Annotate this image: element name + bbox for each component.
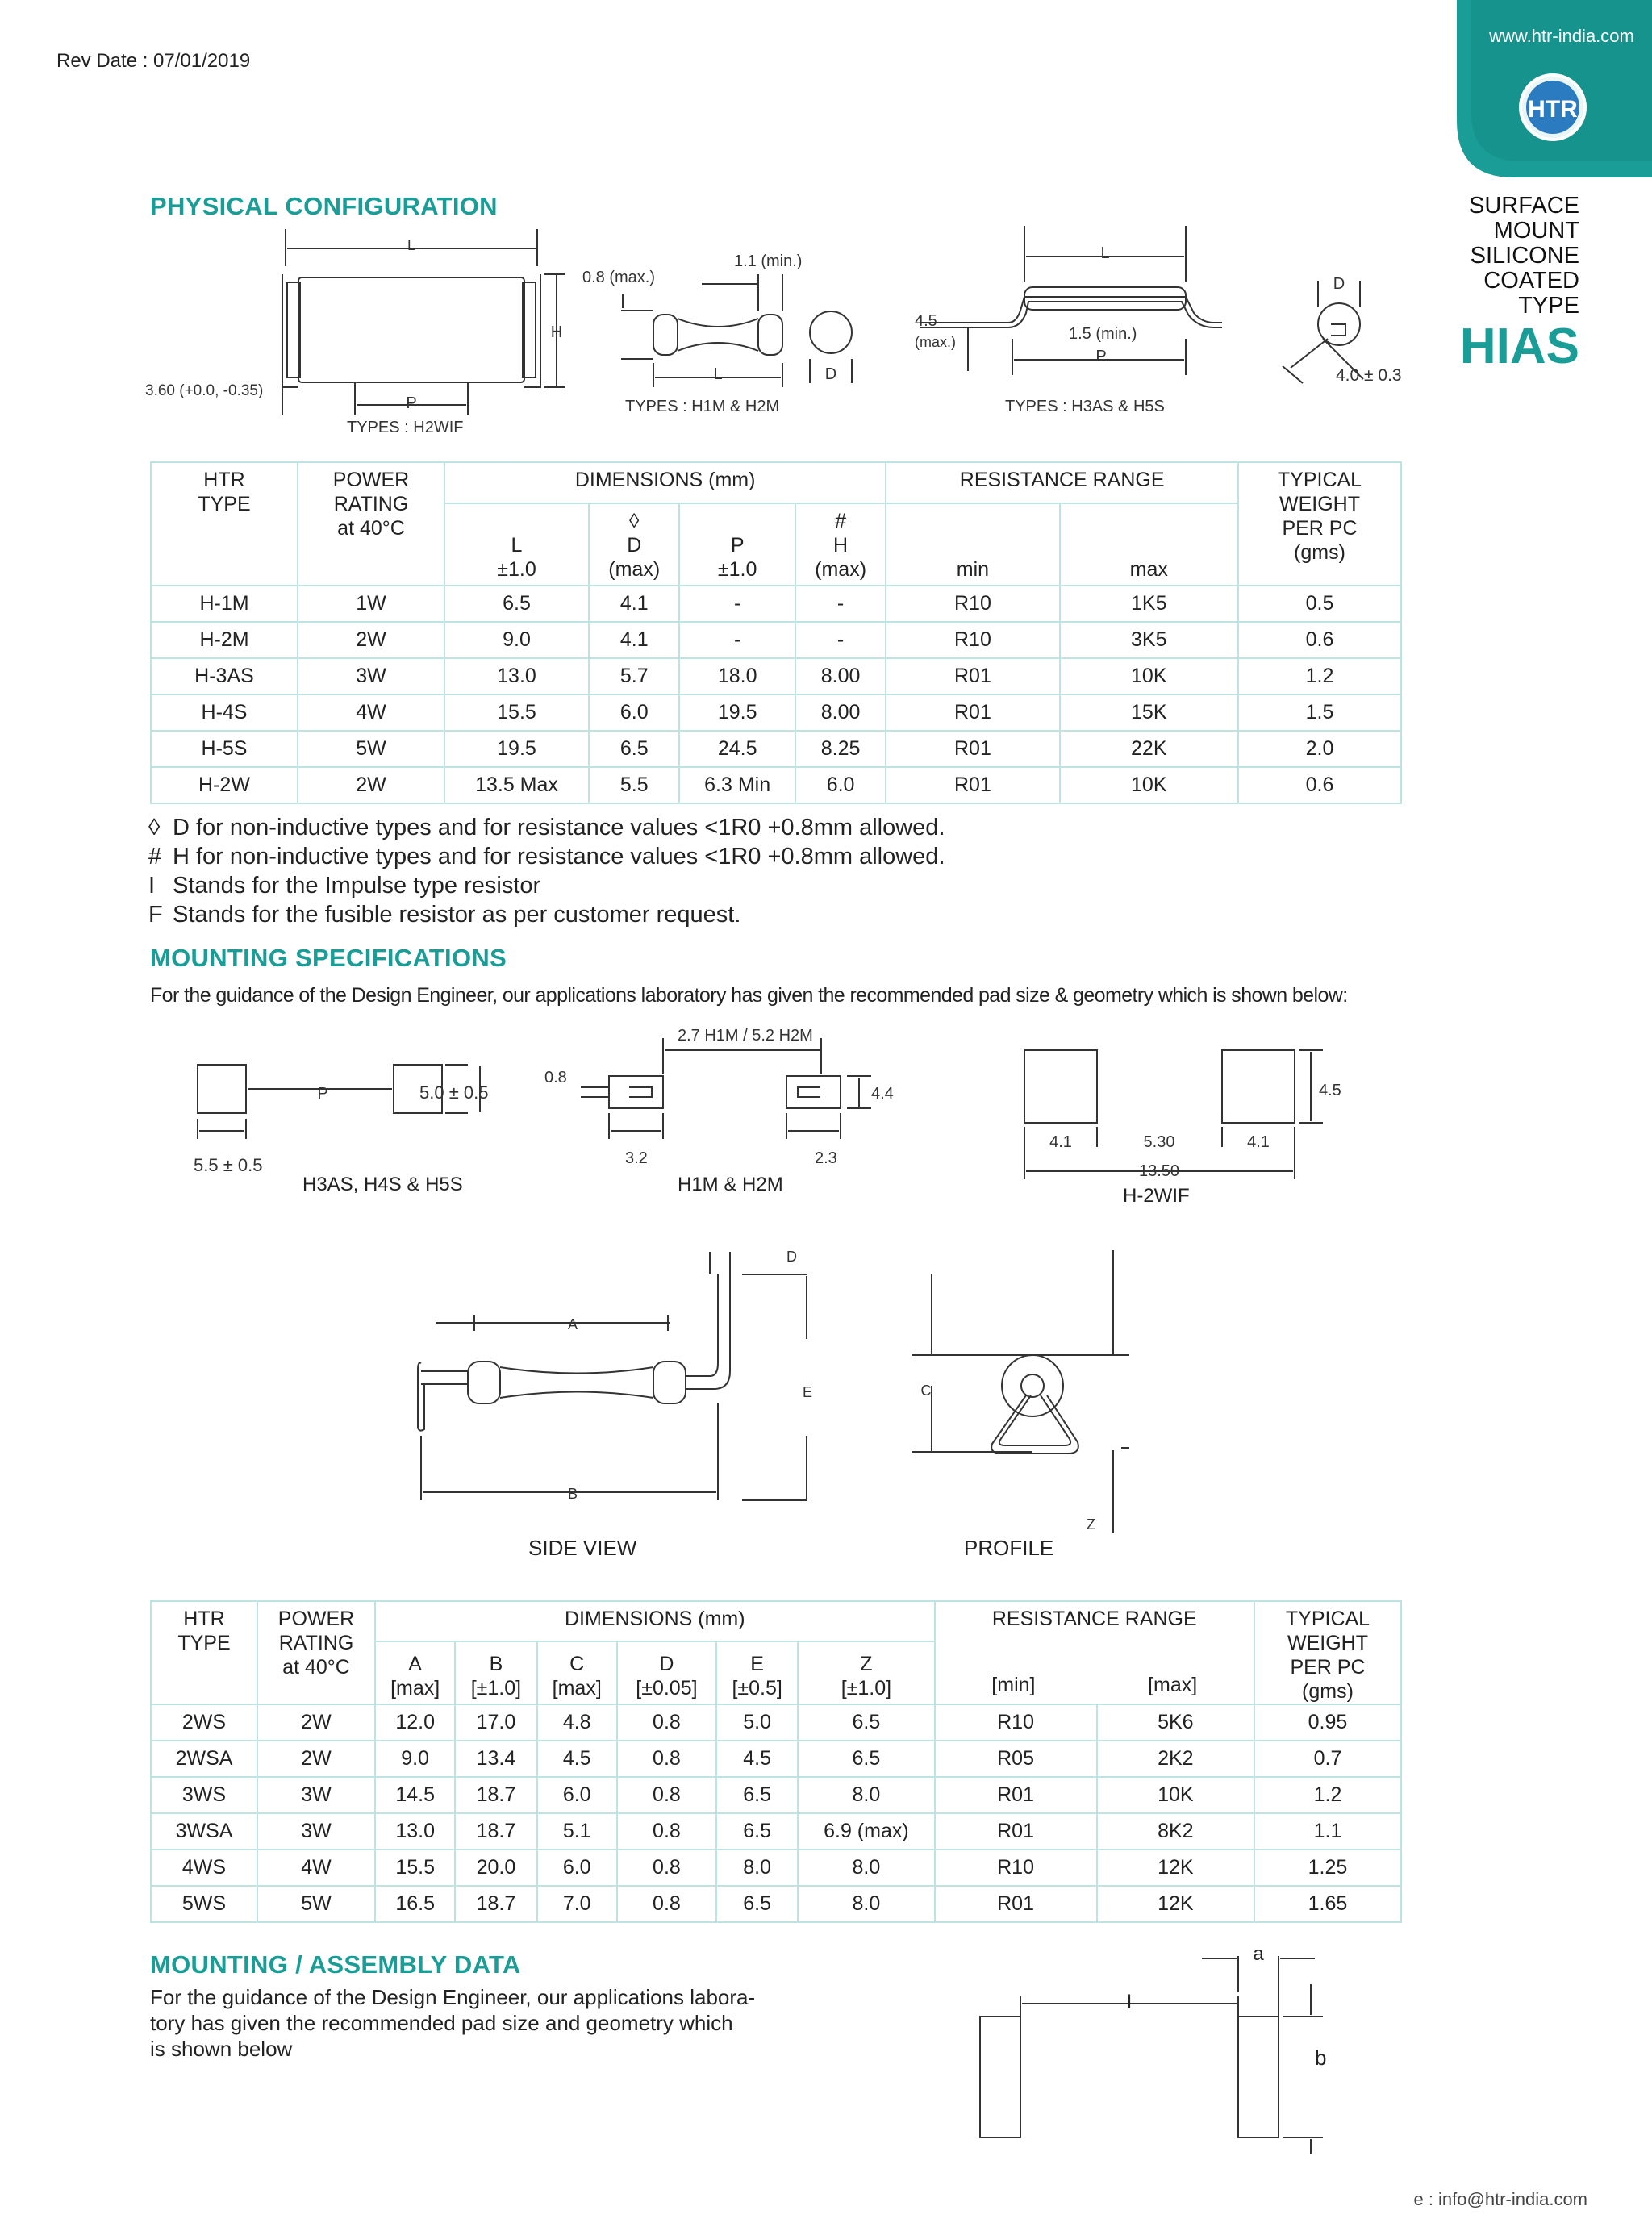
table-cell: 16.5 (375, 1886, 455, 1922)
table-cell: 4.1 (589, 622, 679, 658)
table-cell: 13.0 (444, 658, 589, 694)
table-cell: 3W (257, 1777, 375, 1813)
svg-text:5.5 ± 0.5: 5.5 ± 0.5 (194, 1155, 263, 1175)
note-line: I Stands for the Impulse type resistor (148, 873, 541, 899)
table-cell: R01 (935, 1886, 1097, 1922)
col-header: D [±0.05] (617, 1641, 716, 1704)
sidebar-line: SURFACE (1469, 193, 1579, 219)
col-header: A [max] (375, 1641, 455, 1704)
col-header: POWER RATING at 40°C (257, 1601, 375, 1704)
col-header: min (886, 503, 1059, 586)
svg-text:L: L (1100, 244, 1110, 262)
svg-text:5.30: 5.30 (1143, 1133, 1175, 1151)
table-cell: R10 (935, 1704, 1097, 1741)
table-cell: 6.5 (716, 1886, 798, 1922)
physical-config-heading: PHYSICAL CONFIGURATION (150, 192, 498, 220)
table-cell: 10K (1060, 658, 1238, 694)
svg-text:TYPES : H1M & H2M: TYPES : H1M & H2M (625, 398, 780, 415)
svg-text:4.1: 4.1 (1247, 1133, 1270, 1151)
svg-text:H-2WIF: H-2WIF (1123, 1185, 1190, 1207)
table-row (151, 1886, 1401, 1922)
assembly-heading: MOUNTING / ASSEMBLY DATA (150, 1950, 521, 1979)
table-cell: 6.5 (444, 586, 589, 622)
svg-text:13.50: 13.50 (1138, 1162, 1180, 1180)
table-cell: 6.9 (max) (798, 1813, 934, 1850)
side-view-profile-figures (371, 1242, 1178, 1565)
col-header: HTR TYPE (151, 1601, 257, 1704)
col-header: max (1060, 503, 1238, 586)
table-cell: 1.65 (1254, 1886, 1401, 1922)
table-cell: 3W (257, 1813, 375, 1850)
svg-text:E: E (803, 1384, 813, 1400)
col-header: B [±1.0] (455, 1641, 536, 1704)
table-cell: 0.7 (1254, 1741, 1401, 1777)
note-line: F Stands for the fusible resistor as per customer request. (148, 902, 741, 928)
table-row (151, 1813, 1401, 1850)
table-cell: 18.7 (455, 1813, 536, 1850)
table-cell: 1W (298, 586, 444, 622)
product-sidebar (1460, 194, 1579, 375)
col-header: HTR TYPE (151, 462, 298, 586)
table-cell: 6.3 Min (679, 767, 795, 803)
sidebar-line: SILICONE (1470, 243, 1579, 269)
col-header-res: RESISTANCE RANGE (886, 462, 1238, 503)
table-cell: 8.0 (798, 1886, 934, 1922)
table-cell: 15.5 (444, 694, 589, 731)
rev-date: Rev Date : 07/01/2019 (56, 50, 251, 72)
table-cell: R10 (886, 622, 1059, 658)
svg-text:3.2: 3.2 (625, 1149, 648, 1167)
table-cell: 5W (298, 731, 444, 767)
table-cell: 18.0 (679, 658, 795, 694)
table-cell: 0.8 (617, 1741, 716, 1777)
table-cell: 8K2 (1097, 1813, 1254, 1850)
table-cell: 2W (257, 1741, 375, 1777)
table-cell: H-4S (151, 694, 298, 731)
sidebar-line: TYPE (1518, 293, 1579, 319)
svg-text:3.60 (+0.0, -0.35): 3.60 (+0.0, -0.35) (145, 382, 264, 399)
website: www.htr-india.com (1489, 26, 1634, 46)
table-cell: 0.95 (1254, 1704, 1401, 1741)
note-line: # H for non-inductive types and for resistance values <1R0 +0.8mm allowed. (148, 844, 945, 870)
svg-text:P: P (1095, 348, 1107, 365)
table-cell: 10K (1060, 767, 1238, 803)
svg-text:4.5: 4.5 (915, 312, 937, 330)
table-cell: 4.5 (537, 1741, 617, 1777)
table-cell: 13.4 (455, 1741, 536, 1777)
svg-text:Z: Z (1087, 1516, 1095, 1533)
svg-text:TYPES : H2WIF: TYPES : H2WIF (347, 419, 464, 436)
table-cell: 2W (257, 1704, 375, 1741)
svg-text:a: a (1253, 1943, 1264, 1965)
table-cell: 6.0 (537, 1850, 617, 1886)
table-row (151, 1777, 1401, 1813)
svg-text:0.8: 0.8 (544, 1069, 567, 1086)
table-cell: 12K (1097, 1886, 1254, 1922)
table-cell: 2K2 (1097, 1741, 1254, 1777)
svg-text:A: A (567, 1316, 578, 1333)
col-header: TYPICAL WEIGHT PER PC (gms) (1254, 1601, 1401, 1704)
svg-text:D: D (786, 1249, 797, 1265)
table-cell: 12.0 (375, 1704, 455, 1741)
col-header: Z [±1.0] (798, 1641, 934, 1704)
svg-text:B: B (567, 1486, 578, 1502)
table-cell: 1.5 (1238, 694, 1401, 731)
table-cell: 2W (298, 767, 444, 803)
product-title: HIAS (1459, 319, 1579, 374)
table-cell: 0.8 (617, 1886, 716, 1922)
table-cell: 13.5 Max (444, 767, 589, 803)
table-cell: 4.1 (589, 586, 679, 622)
table-cell: 8.00 (795, 694, 886, 731)
table-cell: R05 (935, 1741, 1097, 1777)
table-cell: 0.8 (617, 1850, 716, 1886)
table-cell: 1.1 (1254, 1813, 1401, 1850)
table-cell: 20.0 (455, 1850, 536, 1886)
assembly-text: For the guidance of the Design Engineer, our applications labora- tory has given the recommended pad size and geometry which is shown below (150, 1985, 756, 2061)
table-cell: 6.5 (798, 1741, 934, 1777)
col-header-dims: DIMENSIONS (mm) (375, 1601, 935, 1641)
col-header-dims: DIMENSIONS (mm) (444, 462, 886, 503)
table-cell: 7.0 (537, 1886, 617, 1922)
table-cell: 5.0 (716, 1704, 798, 1741)
table-cell: - (679, 586, 795, 622)
svg-text:PROFILE: PROFILE (964, 1536, 1054, 1560)
table-cell: 19.5 (444, 731, 589, 767)
table-cell: 5W (257, 1886, 375, 1922)
table-cell: 2WSA (151, 1741, 257, 1777)
col-header: ◊ D (max) (589, 503, 679, 586)
table-cell: 6.0 (537, 1777, 617, 1813)
table-row (151, 1850, 1401, 1886)
table-cell: 15.5 (375, 1850, 455, 1886)
table-cell: 0.8 (617, 1704, 716, 1741)
table-row (151, 586, 1401, 622)
svg-text:1.5 (min.): 1.5 (min.) (1069, 325, 1137, 343)
table-cell: 13.0 (375, 1813, 455, 1850)
svg-text:SIDE VIEW: SIDE VIEW (528, 1536, 637, 1560)
col-header: # H (max) (795, 503, 886, 586)
svg-text:4.5: 4.5 (1319, 1082, 1341, 1099)
table-cell: 1.2 (1238, 658, 1401, 694)
table-cell: 8.00 (795, 658, 886, 694)
svg-text:1.1 (min.): 1.1 (min.) (734, 252, 803, 270)
svg-text:2.7 H1M / 5.2 H2M: 2.7 H1M / 5.2 H2M (678, 1027, 813, 1045)
svg-text:TYPES : H3AS & H5S: TYPES : H3AS & H5S (1005, 398, 1165, 415)
table-cell: 6.5 (798, 1704, 934, 1741)
sidebar-line: MOUNT (1493, 218, 1579, 244)
table-cell: H-5S (151, 731, 298, 767)
svg-text:P: P (317, 1085, 328, 1103)
table-cell: 3WS (151, 1777, 257, 1813)
svg-text:(max.): (max.) (915, 334, 956, 350)
table-cell: 8.0 (798, 1850, 934, 1886)
pad-geometry-figures (161, 1018, 1371, 1228)
svg-text:C: C (920, 1383, 932, 1399)
table-cell: R01 (886, 658, 1059, 694)
table-cell: 3WSA (151, 1813, 257, 1850)
table-cell: R01 (886, 767, 1059, 803)
svg-text:D: D (824, 365, 837, 383)
table-cell: 5WS (151, 1886, 257, 1922)
table-cell: 4W (257, 1850, 375, 1886)
table-cell: R10 (935, 1850, 1097, 1886)
table-cell: 5K6 (1097, 1704, 1254, 1741)
col-header: POWER RATING at 40°C (298, 462, 444, 586)
table-cell: 15K (1060, 694, 1238, 731)
table-cell: 17.0 (455, 1704, 536, 1741)
col-header: P ±1.0 (679, 503, 795, 586)
table-cell: 10K (1097, 1777, 1254, 1813)
table-cell: 6.0 (795, 767, 886, 803)
svg-text:5.0 ± 0.5: 5.0 ± 0.5 (419, 1082, 489, 1103)
table-cell: 0.8 (617, 1813, 716, 1850)
table-cell: 18.7 (455, 1777, 536, 1813)
table-row (151, 767, 1401, 803)
table-cell: H-3AS (151, 658, 298, 694)
table-cell: 8.25 (795, 731, 886, 767)
physical-config-figures (137, 218, 1428, 444)
table-cell: R01 (886, 694, 1059, 731)
table-cell: 0.8 (617, 1777, 716, 1813)
table-cell: H-1M (151, 586, 298, 622)
svg-text:L: L (407, 237, 416, 253)
table-cell: - (795, 586, 886, 622)
table-cell: 12K (1097, 1850, 1254, 1886)
table-cell: 24.5 (679, 731, 795, 767)
svg-text:b: b (1315, 2046, 1327, 2070)
logo-corner (1457, 0, 1652, 177)
table-cell: 0.6 (1238, 622, 1401, 658)
svg-text:H1M & H2M: H1M & H2M (678, 1174, 783, 1195)
sidebar-line: COATED (1483, 268, 1579, 294)
table-row (151, 1704, 1401, 1741)
dimensions-table (150, 1600, 1402, 1923)
table-cell: 6.0 (589, 694, 679, 731)
mounting-intro: For the guidance of the Design Engineer, our applications laboratory has given the recommended pad size & geometry which is shown below: (150, 984, 1348, 1007)
table-row (151, 1741, 1401, 1777)
svg-text:L: L (713, 365, 723, 383)
svg-text:P: P (406, 394, 417, 412)
logo-text: HTR (1528, 96, 1578, 123)
mounting-spec-heading: MOUNTING SPECIFICATIONS (150, 944, 507, 972)
table-cell: 22K (1060, 731, 1238, 767)
col-header: E [±0.5] (716, 1641, 798, 1704)
table-cell: 19.5 (679, 694, 795, 731)
table-cell: 18.7 (455, 1886, 536, 1922)
table-row (151, 694, 1401, 731)
table-cell: - (795, 622, 886, 658)
svg-text:4.4: 4.4 (871, 1085, 894, 1103)
table-cell: 6.5 (589, 731, 679, 767)
col-header: L ±1.0 (444, 503, 589, 586)
svg-text:4.0 ± 0.3: 4.0 ± 0.3 (1336, 366, 1402, 385)
table-cell: 9.0 (375, 1741, 455, 1777)
table-cell: 2WS (151, 1704, 257, 1741)
table-cell: 1K5 (1060, 586, 1238, 622)
table-cell: R10 (886, 586, 1059, 622)
table-row (151, 622, 1401, 658)
table-cell: 8.0 (798, 1777, 934, 1813)
col-header: TYPICAL WEIGHT PER PC (gms) (1238, 462, 1401, 586)
table-cell: R01 (935, 1777, 1097, 1813)
svg-text:0.8 (max.): 0.8 (max.) (582, 269, 656, 286)
table-cell: 4.8 (537, 1704, 617, 1741)
table-cell: 5.1 (537, 1813, 617, 1850)
col-header-res: RESISTANCE RANGE [min] [max] (935, 1601, 1254, 1704)
table-cell: 6.5 (716, 1813, 798, 1850)
table-cell: 14.5 (375, 1777, 455, 1813)
table-cell: 2W (298, 622, 444, 658)
table-row (151, 731, 1401, 767)
table-cell: 1.25 (1254, 1850, 1401, 1886)
svg-text:4.1: 4.1 (1049, 1133, 1072, 1151)
svg-text:D: D (1333, 275, 1345, 293)
table-cell: 2.0 (1238, 731, 1401, 767)
table-row (151, 658, 1401, 694)
table-cell: R01 (935, 1813, 1097, 1850)
table-cell: H-2M (151, 622, 298, 658)
svg-text:2.3: 2.3 (815, 1149, 837, 1167)
table-cell: - (679, 622, 795, 658)
table-cell: 3W (298, 658, 444, 694)
table-cell: 5.7 (589, 658, 679, 694)
table-cell: 1.2 (1254, 1777, 1401, 1813)
table-cell: R01 (886, 731, 1059, 767)
table-cell: 0.5 (1238, 586, 1401, 622)
physical-spec-table (150, 461, 1402, 804)
table-cell: 4W (298, 694, 444, 731)
table-cell: 3K5 (1060, 622, 1238, 658)
assembly-pad-figure (968, 1936, 1436, 2154)
svg-text:H: H (550, 323, 563, 341)
table-cell: 4.5 (716, 1741, 798, 1777)
table-cell: 4WS (151, 1850, 257, 1886)
table-cell: 0.6 (1238, 767, 1401, 803)
col-header: C [max] (537, 1641, 617, 1704)
footer-email: e : info@htr-india.com (1413, 2189, 1587, 2209)
svg-text:H3AS, H4S & H5S: H3AS, H4S & H5S (302, 1174, 463, 1195)
table-cell: H-2W (151, 767, 298, 803)
svg-text:l: l (1127, 1992, 1132, 2013)
table-cell: 8.0 (716, 1850, 798, 1886)
table-cell: 5.5 (589, 767, 679, 803)
note-line: ◊ D for non-inductive types and for resistance values <1R0 +0.8mm allowed. (148, 815, 945, 840)
table-cell: 9.0 (444, 622, 589, 658)
table-cell: 6.5 (716, 1777, 798, 1813)
